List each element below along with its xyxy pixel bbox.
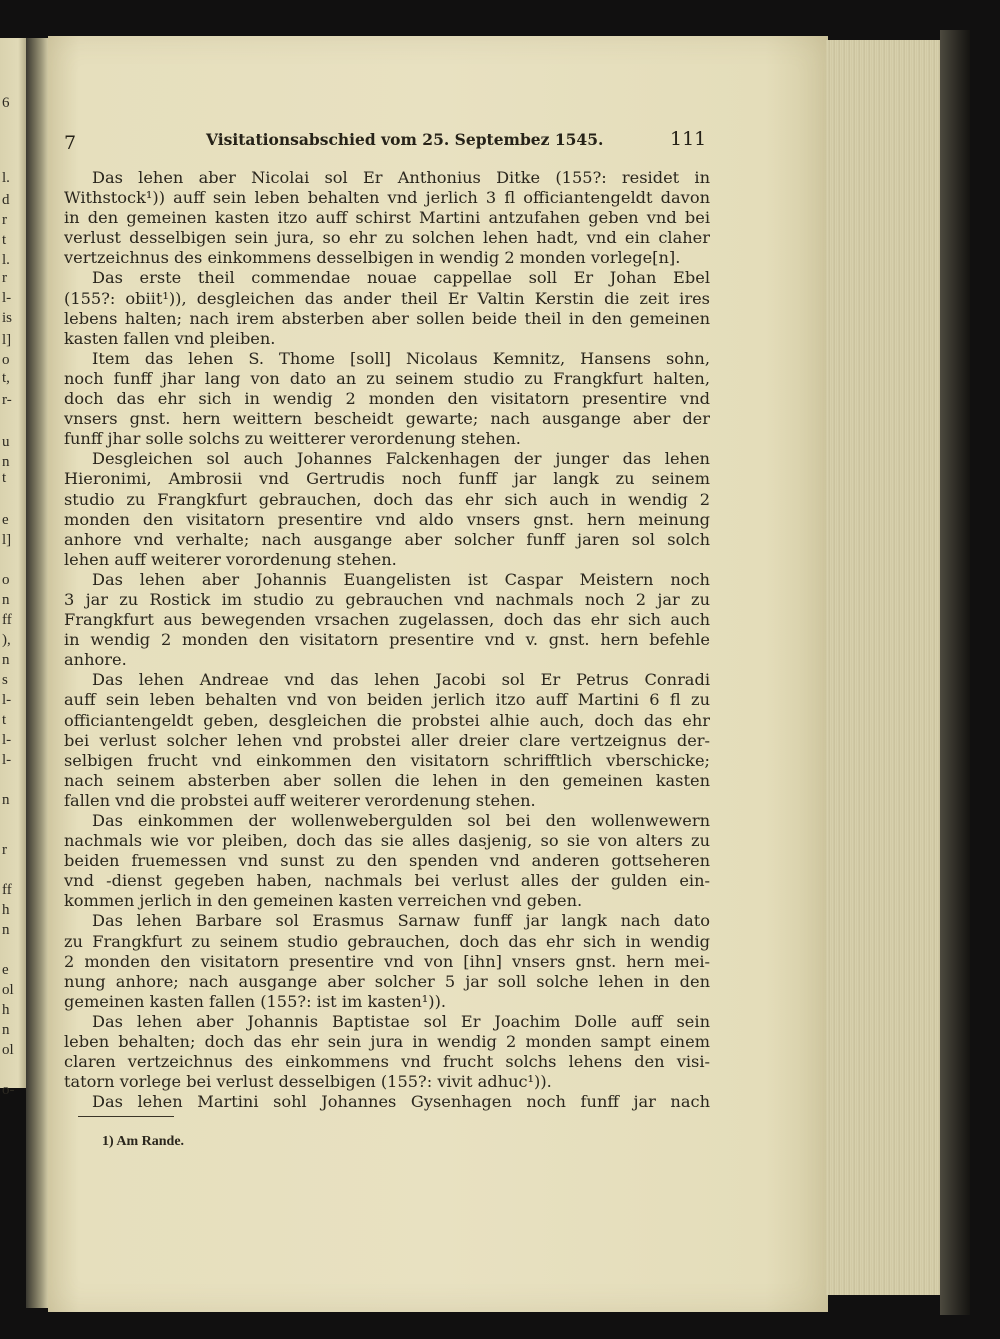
- text-line: vertzeichnus des einkommens desselbigen in wendig 2 monden vorlege[n].: [64, 248, 681, 268]
- margin-fragment: ff: [2, 882, 12, 898]
- running-title: Visitationsabschied vom 25. Septembez 1545.: [206, 130, 604, 149]
- margin-fragment: l-: [2, 752, 12, 768]
- text-line: auff sein leben behalten vnd von beiden jerlich itzo auff Martini 6 fl zu: [64, 690, 710, 710]
- text-line: zu Frangkfurt zu seinem studio gebrauchen, doch das ehr sich in wendig: [64, 931, 710, 951]
- text-line: in den gemeinen kasten itzo auff schirst Martini antzufahen geben vnd bei: [64, 208, 710, 228]
- margin-fragment: t: [2, 712, 7, 728]
- text-line: (155?: obiit¹)), desgleichen das ander theil Er Valtin Kerstin die zeit ires: [64, 288, 710, 308]
- margin-fragment: l-: [2, 290, 12, 306]
- previous-page-edge: [0, 38, 26, 1098]
- text-line: doch das ehr sich in wendig 2 monden den visitatorn presentire vnd: [64, 389, 710, 409]
- text-line: nung anhore; nach ausgange aber solcher 5 jar soll solche lehen in den: [64, 971, 710, 991]
- margin-fragment: l]: [2, 532, 12, 548]
- text-line: 2 monden den visitatorn presentire vnd von [ihn] vnsers gnst. hern mei-: [64, 951, 710, 971]
- text-line: noch funff jhar lang von dato an zu seinem studio zu Frangkfurt halten,: [64, 368, 710, 388]
- text-line: Item das lehen S. Thome [soll] Nicolaus Kemnitz, Hansens sohn,: [92, 348, 710, 368]
- text-line: Hieronimi, Ambrosii vnd Gertrudis noch funff jar langk zu seinem: [64, 469, 710, 489]
- text-line: nachmals wie vor pleiben, doch das sie alles dasjenig, so sie von alters zu: [64, 831, 710, 851]
- text-line: Das lehen Barbare sol Erasmus Sarnaw funff jar langk nach dato: [92, 911, 710, 931]
- margin-fragment: t: [2, 232, 7, 248]
- margin-fragment: r: [2, 212, 7, 228]
- text-line: funff jhar solle solchs zu weitterer verordenung stehen.: [64, 429, 521, 449]
- text-line: leben behalten; doch das ehr sein jura in wendig 2 monden sampt einem: [64, 1032, 710, 1052]
- footnote: 1) Am Rande.: [102, 1134, 185, 1149]
- text-line: studio zu Frangkfurt gebrauchen, doch das ehr sich auch in wendig 2: [64, 489, 710, 509]
- text-line: selbigen frucht vnd einkommen den visitatorn schrifftlich vberschicke;: [64, 750, 710, 770]
- book-gutter: [26, 38, 48, 1308]
- margin-fragment: t: [2, 470, 7, 486]
- margin-fragment: e: [2, 962, 9, 978]
- margin-fragment: r: [2, 270, 7, 286]
- margin-fragment: h: [2, 1002, 10, 1018]
- margin-fragment: l.: [2, 252, 10, 268]
- margin-fragment: o: [2, 352, 10, 368]
- margin-fragment: s: [2, 672, 8, 688]
- text-line: monden den visitatorn presentire vnd aldo vnsers gnst. hern meinung: [64, 509, 710, 529]
- running-header: [64, 128, 707, 154]
- section-number: 7: [64, 132, 77, 154]
- text-line: Das einkommen der wollenwebergulden sol bei den wollenwewern: [92, 811, 710, 830]
- text-line: Desgleichen sol auch Johannes Falckenhagen der junger das lehen: [92, 449, 710, 469]
- margin-fragment: o: [2, 572, 10, 588]
- margin-fragment: ),: [2, 632, 11, 648]
- text-line: lebens halten; nach irem absterben aber sollen beide theil in den gemeinen: [64, 308, 710, 328]
- margin-fragment: ol: [2, 982, 14, 998]
- text-line: anhore.: [64, 650, 127, 670]
- margin-fragment: n: [2, 454, 10, 470]
- page-number: 111: [670, 128, 707, 150]
- text-line: fallen vnd die probstei auff weiterer verordenung stehen.: [64, 790, 536, 810]
- margin-fragment: n: [2, 652, 10, 668]
- margin-fragment: u: [2, 434, 10, 450]
- margin-fragment: ol: [2, 1042, 14, 1058]
- margin-fragment: l-: [2, 692, 12, 708]
- text-line: beiden fruemessen vnd sunst zu den spenden vnd anderen gottseheren: [64, 851, 710, 871]
- text-line: vnsers gnst. hern weittern bescheidt gewarte; nach ausgange aber der: [64, 409, 710, 429]
- text-line: vnd -dienst gegeben haben, nachmals bei verlust alles der gulden ein-: [64, 871, 710, 891]
- margin-fragment: n: [2, 792, 10, 808]
- text-line: Das lehen aber Johannis Euangelisten ist Caspar Meistern noch: [92, 569, 710, 589]
- text-line: verlust desselbigen sein jura, so ehr zu solchen lehen hadt, vnd ein claher: [64, 228, 710, 248]
- text-line: bei verlust solcher lehen vnd probstei aller dreier clare vertzeignus der-: [64, 730, 710, 750]
- margin-fragment: 6: [2, 95, 10, 111]
- text-line: kasten fallen vnd pleiben.: [64, 328, 276, 348]
- page-edges: [826, 40, 946, 1295]
- margin-fragment: l.: [2, 170, 10, 186]
- margin-fragment: n: [2, 592, 10, 608]
- text-line: Das lehen Andreae vnd das lehen Jacobi sol Er Petrus Conradi: [92, 670, 710, 690]
- text-line: lehen auff weiterer vorordenung stehen.: [64, 549, 397, 569]
- margin-fragment: n: [2, 922, 10, 938]
- margin-fragment: ff: [2, 612, 12, 628]
- book-cover-edge: [940, 30, 970, 1315]
- text-line: anhore vnd verhalte; nach ausgange aber solcher funff jaren sol solch: [64, 529, 710, 549]
- margin-fragment: d: [2, 192, 10, 208]
- text-line: 3 jar zu Rostick im studio zu gebrauchen vnd nachmals noch 2 jar zu: [64, 589, 710, 609]
- text-line: gemeinen kasten fallen (155?: ist im kasten¹)).: [64, 991, 447, 1011]
- margin-fragment: h: [2, 902, 10, 918]
- text-line: Das erste theil commendae nouae cappellae soll Er Johan Ebel: [92, 268, 710, 288]
- margin-fragment: is: [2, 310, 13, 326]
- margin-fragment: l-: [2, 732, 12, 748]
- text-line: Das lehen aber Nicolai sol Er Anthonius Ditke (155?: residet in: [92, 168, 710, 187]
- text-line: kommen jerlich in den gemeinen kasten verreichen vnd geben.: [64, 891, 583, 911]
- text-line: Frangkfurt aus bewegenden vrsachen zugelassen, doch das ehr sich auch: [64, 610, 710, 630]
- margin-fragment: n: [2, 1022, 10, 1038]
- text-line: Das lehen Martini sohl Johannes Gysenhagen noch funff jar nach: [92, 1092, 710, 1112]
- text-line: nach seinem absterben aber sollen die lehen in den gemeinen kasten: [64, 770, 710, 790]
- text-line: claren vertzeichnus des einkommens vnd frucht solchs lehens den visi-: [64, 1052, 710, 1072]
- text-line: Das lehen aber Johannis Baptistae sol Er Joachim Dolle auff sein: [92, 1011, 710, 1031]
- margin-fragment: e: [2, 512, 9, 528]
- text-line: tatorn vorlege bei verlust desselbigen (155?: vivit adhuc¹)).: [64, 1072, 552, 1092]
- text-line: officiantengeldt geben, desgleichen die probstei alhie auch, doch das ehr: [64, 710, 710, 730]
- margin-fragment: r: [2, 842, 7, 858]
- footnote-divider: [78, 1116, 174, 1117]
- margin-fragment: r-: [2, 392, 12, 408]
- margin-fragment: t,: [2, 370, 10, 386]
- margin-fragment: o-: [2, 1082, 15, 1098]
- text-line: Withstock¹)) auff sein leben behalten vnd jerlich 3 fl officiantengeldt davon: [64, 188, 710, 208]
- margin-fragment: l]: [2, 332, 12, 348]
- text-line: in wendig 2 monden den visitatorn presentire vnd v. gnst. hern befehle: [64, 630, 710, 650]
- body-text: [64, 168, 710, 1112]
